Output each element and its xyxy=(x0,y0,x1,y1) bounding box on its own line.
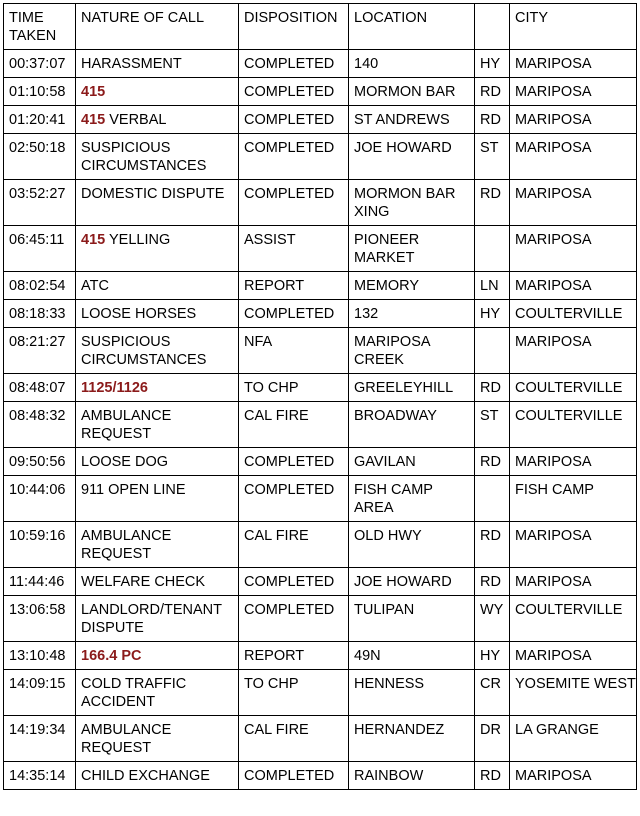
call-nature-text: LOOSE DOG xyxy=(81,454,169,470)
cell-disposition: TO CHP xyxy=(239,670,349,716)
call-nature-text: ATC xyxy=(81,278,109,294)
cell-location: 140 xyxy=(349,50,475,78)
cell-nature-of-call xyxy=(76,448,239,476)
table-row xyxy=(4,180,637,226)
call-nature-text: COLD TRAFFIC ACCIDENT xyxy=(81,676,190,710)
cell-time-taken: 08:02:54 xyxy=(4,272,76,300)
cell-nature-of-call xyxy=(76,106,239,134)
cell-disposition: COMPLETED xyxy=(239,448,349,476)
cell-nature-of-call xyxy=(76,272,239,300)
header-nature-of-call: NATURE OF CALL xyxy=(76,4,239,50)
cell-city: MARIPOSA xyxy=(510,642,637,670)
cell-disposition: COMPLETED xyxy=(239,50,349,78)
cell-city: YOSEMITE WEST xyxy=(510,670,637,716)
cell-time-taken: 03:52:27 xyxy=(4,180,76,226)
table-row xyxy=(4,476,637,522)
call-nature-text: SUSPICIOUS CIRCUMSTANCES xyxy=(81,334,207,368)
call-nature-text: CHILD EXCHANGE xyxy=(81,768,210,784)
cell-nature-of-call xyxy=(76,180,239,226)
cell-time-taken: 09:50:56 xyxy=(4,448,76,476)
cell-time-taken: 01:10:58 xyxy=(4,78,76,106)
cell-time-taken: 10:44:06 xyxy=(4,476,76,522)
cell-location: GREELEYHILL xyxy=(349,374,475,402)
call-nature-text: WELFARE CHECK xyxy=(81,574,206,590)
cell-city: MARIPOSA xyxy=(510,78,637,106)
cell-nature-of-call xyxy=(76,134,239,180)
cell-time-taken: 01:20:41 xyxy=(4,106,76,134)
cell-city: MARIPOSA xyxy=(510,328,637,374)
cell-time-taken: 11:44:46 xyxy=(4,568,76,596)
cell-disposition: COMPLETED xyxy=(239,106,349,134)
cell-nature-of-call xyxy=(76,374,239,402)
header-location: LOCATION xyxy=(349,4,475,50)
header-street-type xyxy=(475,4,510,50)
cell-location: PIONEER MARKET xyxy=(349,226,475,272)
cell-nature-of-call xyxy=(76,402,239,448)
call-code: 1125/1126 xyxy=(81,380,148,396)
cell-nature-of-call xyxy=(76,226,239,272)
cell-disposition: COMPLETED xyxy=(239,134,349,180)
cell-nature-of-call xyxy=(76,762,239,790)
cell-street-type xyxy=(475,328,510,374)
cell-disposition: NFA xyxy=(239,328,349,374)
table-row xyxy=(4,642,637,670)
cell-city: MARIPOSA xyxy=(510,106,637,134)
header-row xyxy=(4,4,637,50)
cell-street-type: RD xyxy=(475,374,510,402)
cell-nature-of-call xyxy=(76,568,239,596)
call-nature-text: DOMESTIC DISPUTE xyxy=(81,186,225,202)
cell-time-taken: 08:48:32 xyxy=(4,402,76,448)
cell-time-taken: 08:18:33 xyxy=(4,300,76,328)
cell-time-taken: 02:50:18 xyxy=(4,134,76,180)
cell-location: BROADWAY xyxy=(349,402,475,448)
call-nature-text: 911 OPEN LINE xyxy=(81,482,186,498)
cell-city: MARIPOSA xyxy=(510,180,637,226)
cell-city: MARIPOSA xyxy=(510,134,637,180)
cell-city: FISH CAMP xyxy=(510,476,637,522)
cell-disposition: COMPLETED xyxy=(239,180,349,226)
cell-nature-of-call xyxy=(76,50,239,78)
cell-nature-of-call xyxy=(76,596,239,642)
cell-street-type xyxy=(475,226,510,272)
cell-street-type: RD xyxy=(475,180,510,226)
cell-time-taken: 14:35:14 xyxy=(4,762,76,790)
cell-street-type: HY xyxy=(475,50,510,78)
cell-disposition: COMPLETED xyxy=(239,568,349,596)
cell-location: MEMORY xyxy=(349,272,475,300)
cell-nature-of-call xyxy=(76,328,239,374)
cell-street-type: WY xyxy=(475,596,510,642)
cell-time-taken: 14:09:15 xyxy=(4,670,76,716)
call-nature-text: VERBAL xyxy=(105,112,167,128)
call-nature-text: AMBULANCE REQUEST xyxy=(81,408,176,442)
cell-street-type: RD xyxy=(475,78,510,106)
cell-nature-of-call xyxy=(76,78,239,106)
cell-time-taken: 00:37:07 xyxy=(4,50,76,78)
cell-street-type: DR xyxy=(475,716,510,762)
cell-disposition: REPORT xyxy=(239,272,349,300)
header-city: CITY xyxy=(510,4,637,50)
cell-disposition: CAL FIRE xyxy=(239,402,349,448)
cell-disposition: COMPLETED xyxy=(239,78,349,106)
cell-street-type: HY xyxy=(475,300,510,328)
cell-location: HENNESS xyxy=(349,670,475,716)
table-row xyxy=(4,134,637,180)
cell-disposition: CAL FIRE xyxy=(239,522,349,568)
cell-disposition: CAL FIRE xyxy=(239,716,349,762)
cell-city: MARIPOSA xyxy=(510,448,637,476)
table-row xyxy=(4,402,637,448)
table-row xyxy=(4,106,637,134)
cell-location: GAVILAN xyxy=(349,448,475,476)
cell-city: COULTERVILLE xyxy=(510,402,637,448)
table-row xyxy=(4,596,637,642)
cell-location: OLD HWY xyxy=(349,522,475,568)
cell-location: JOE HOWARD xyxy=(349,568,475,596)
table-row xyxy=(4,50,637,78)
cell-disposition: ASSIST xyxy=(239,226,349,272)
header-disposition: DISPOSITION xyxy=(239,4,349,50)
cell-time-taken: 08:48:07 xyxy=(4,374,76,402)
cell-street-type: HY xyxy=(475,642,510,670)
cell-street-type: CR xyxy=(475,670,510,716)
cell-time-taken: 13:10:48 xyxy=(4,642,76,670)
call-nature-text: AMBULANCE REQUEST xyxy=(81,528,176,562)
call-nature-text: HARASSMENT xyxy=(81,56,182,72)
header-time-taken: TIME TAKEN xyxy=(4,4,76,50)
cell-city: MARIPOSA xyxy=(510,272,637,300)
cell-location: 132 xyxy=(349,300,475,328)
cell-street-type: RD xyxy=(475,106,510,134)
call-log-rows xyxy=(4,50,637,790)
cell-location: JOE HOWARD xyxy=(349,134,475,180)
cell-nature-of-call xyxy=(76,716,239,762)
cell-city: MARIPOSA xyxy=(510,522,637,568)
call-nature-text: AMBULANCE REQUEST xyxy=(81,722,176,756)
cell-time-taken: 13:06:58 xyxy=(4,596,76,642)
cell-street-type: ST xyxy=(475,134,510,180)
cell-location: 49N xyxy=(349,642,475,670)
cell-city: COULTERVILLE xyxy=(510,374,637,402)
cell-city: LA GRANGE xyxy=(510,716,637,762)
cell-location: TULIPAN xyxy=(349,596,475,642)
table-row xyxy=(4,272,637,300)
table-row xyxy=(4,226,637,272)
cell-street-type: LN xyxy=(475,272,510,300)
call-code: 415 xyxy=(81,84,106,100)
cell-disposition: COMPLETED xyxy=(239,596,349,642)
cell-city: MARIPOSA xyxy=(510,50,637,78)
cell-city: COULTERVILLE xyxy=(510,300,637,328)
cell-disposition: COMPLETED xyxy=(239,300,349,328)
cell-city: MARIPOSA xyxy=(510,568,637,596)
cell-time-taken: 08:21:27 xyxy=(4,328,76,374)
cell-street-type: RD xyxy=(475,448,510,476)
table-row xyxy=(4,762,637,790)
cell-location: FISH CAMP AREA xyxy=(349,476,475,522)
cell-location: HERNANDEZ xyxy=(349,716,475,762)
cell-disposition: TO CHP xyxy=(239,374,349,402)
table-row xyxy=(4,328,637,374)
cell-street-type xyxy=(475,476,510,522)
cell-disposition: COMPLETED xyxy=(239,762,349,790)
cell-street-type: RD xyxy=(475,762,510,790)
cell-nature-of-call xyxy=(76,476,239,522)
cell-location: MARIPOSA CREEK xyxy=(349,328,475,374)
cell-street-type: RD xyxy=(475,568,510,596)
cell-time-taken: 14:19:34 xyxy=(4,716,76,762)
cell-street-type: RD xyxy=(475,522,510,568)
cell-nature-of-call xyxy=(76,522,239,568)
call-code: 166.4 PC xyxy=(81,648,142,664)
table-row xyxy=(4,374,637,402)
call-code: 415 xyxy=(81,112,106,128)
table-row xyxy=(4,716,637,762)
cell-disposition: COMPLETED xyxy=(239,476,349,522)
table-row xyxy=(4,522,637,568)
cell-nature-of-call xyxy=(76,642,239,670)
cell-disposition: REPORT xyxy=(239,642,349,670)
call-nature-text: LOOSE HORSES xyxy=(81,306,197,322)
call-nature-text: YELLING xyxy=(105,232,171,248)
call-nature-text: LANDLORD/TENANT DISPUTE xyxy=(81,602,226,636)
cell-location: MORMON BAR xyxy=(349,78,475,106)
cell-nature-of-call xyxy=(76,670,239,716)
table-row xyxy=(4,448,637,476)
table-row xyxy=(4,78,637,106)
cell-location: ST ANDREWS xyxy=(349,106,475,134)
cell-nature-of-call xyxy=(76,300,239,328)
cell-city: MARIPOSA xyxy=(510,762,637,790)
cell-time-taken: 10:59:16 xyxy=(4,522,76,568)
cell-location: RAINBOW xyxy=(349,762,475,790)
table-row xyxy=(4,670,637,716)
cell-city: COULTERVILLE xyxy=(510,596,637,642)
cell-location: MORMON BAR XING xyxy=(349,180,475,226)
call-code: 415 xyxy=(81,232,106,248)
cell-city: MARIPOSA xyxy=(510,226,637,272)
call-nature-text: SUSPICIOUS CIRCUMSTANCES xyxy=(81,140,207,174)
table-row xyxy=(4,568,637,596)
cell-street-type: ST xyxy=(475,402,510,448)
table-row xyxy=(4,300,637,328)
call-log-table xyxy=(3,3,637,790)
cell-time-taken: 06:45:11 xyxy=(4,226,76,272)
